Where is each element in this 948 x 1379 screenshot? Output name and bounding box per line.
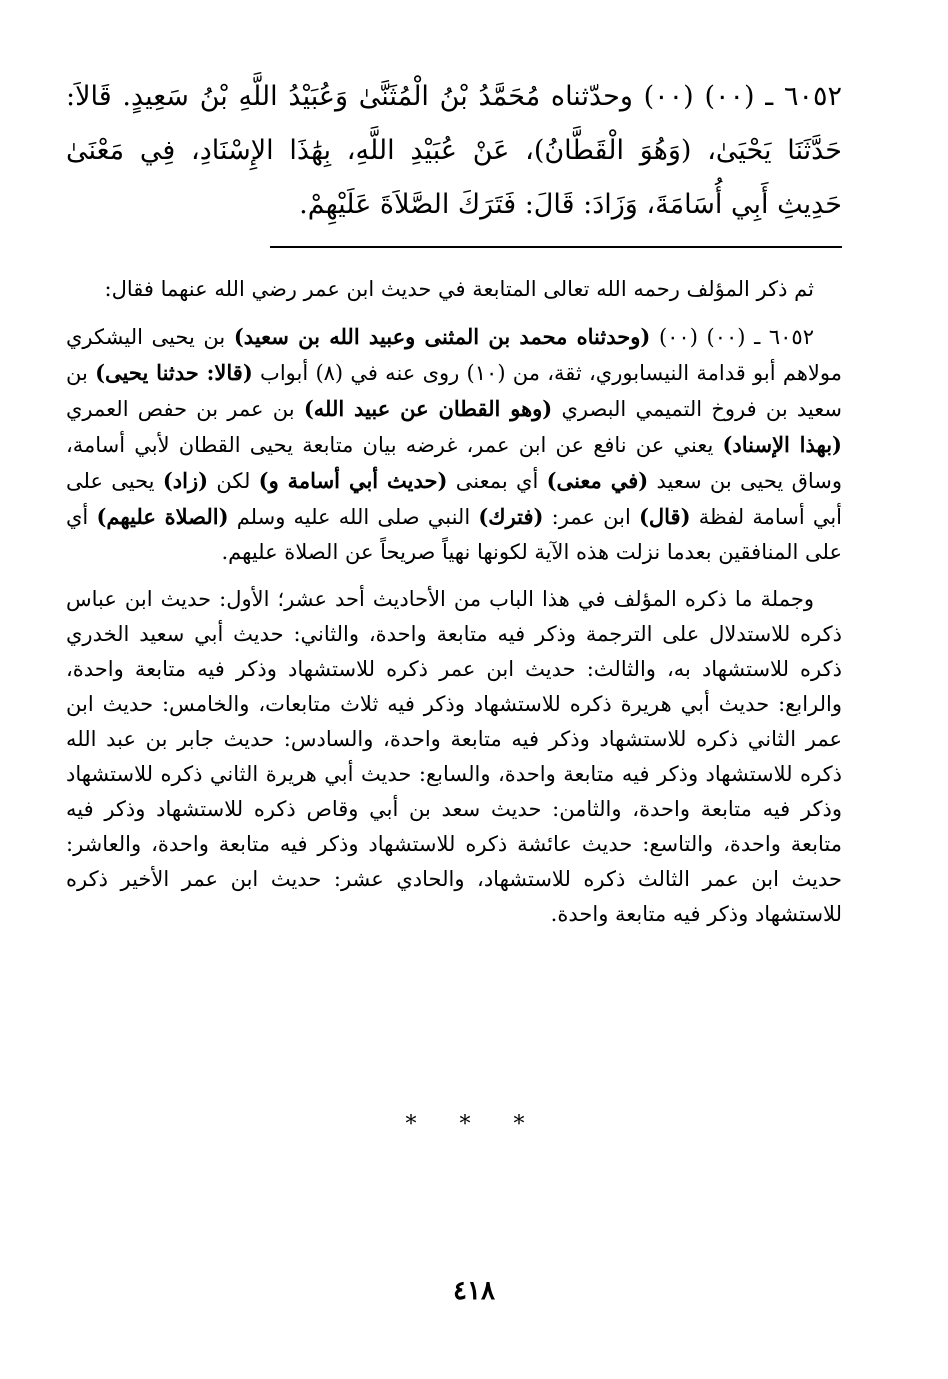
commentary-intro-paragraph: ثم ذكر المؤلف رحمه الله تعالى المتابعة في حديث ابن عمر رضي الله عنهما فقال: bbox=[104, 277, 814, 301]
commentary-chain-paragraph bbox=[66, 319, 842, 570]
commentary-text: يحيى على أبي أسامة لفظة bbox=[66, 469, 842, 529]
commentary bbox=[66, 272, 842, 944]
quoted-text: (وهو القطان عن عبيد الله) bbox=[303, 396, 553, 421]
commentary-text: لكن bbox=[216, 469, 251, 493]
quoted-text: (في معنى) bbox=[546, 468, 649, 493]
commentary-text: يعني عن نافع عن ابن عمر، غرضه بيان متابعة يحيى القطان لأبي أسامة، وساق يحيى بن سعيد bbox=[66, 433, 842, 493]
commentary-text: أي بمعنى bbox=[455, 469, 539, 493]
quoted-text: (زاد) bbox=[162, 468, 209, 493]
quoted-text: (قال) bbox=[638, 504, 691, 529]
quoted-text: (وحدثناه محمد بن المثنى وعبيد الله بن سعيد) bbox=[233, 324, 651, 349]
footnote-divider bbox=[270, 246, 842, 248]
commentary-text: النبي صلى الله عليه وسلم bbox=[236, 505, 471, 529]
quoted-text: (بهذا الإسناد) bbox=[722, 432, 842, 457]
commentary-text: بن يحيى اليشكري مولاهم أبو قدامة النيسابوري، ثقة، من (١٠) روى عنه في (٨) أبواب bbox=[66, 325, 842, 385]
quoted-text: (حديث أبي أسامة و) bbox=[258, 468, 448, 493]
hadith-number: ٦٠٥٢ ـ (٠٠) (٠٠) bbox=[658, 325, 814, 349]
commentary-text: أي على المنافقين بعدما نزلت هذه الآية لكونها نهياً صريحاً عن الصلاة عليهم. bbox=[66, 505, 842, 564]
section-separator: * * * bbox=[405, 1112, 543, 1137]
commentary-summary-paragraph: وجملة ما ذكره المؤلف في هذا الباب من الأحاديث أحد عشر؛ الأول: حديث ابن عباس ذكره للاستدلال على الترجمة وذكر فيه متابعة واحدة، والثاني: حديث أبي سعيد الخدري ذكره للاستشهاد به، والثالث: حديث ابن عمر ذكره للاستشهاد وذكر فيه متابعة واحدة، والرابع: حديث أبي هريرة ذكره للاستشهاد وذكر فيه ثلاث متابعات، والخامس: حديث ابن عمر الثاني ذكره للاستشهاد وذكر فيه متابعة واحدة، والسادس: حديث جابر بن عبد الله ذكره للاستشهاد وذكر فيه متابعة واحدة، والسابع: حديث أبي هريرة الثاني ذكره للاستشهاد وذكر فيه متابعة واحدة، والثامن: حديث سعد بن أبي وقاص ذكره للاستشهاد وذكر فيه متابعة واحدة، والتاسع: حديث عائشة ذكره للاستشهاد وذكر فيه متابعة واحدة، والعاشر: حديث ابن عمر الثالث ذكره للاستشهاد، والحادي عشر: حديث ابن عمر الأخير ذكره للاستشهاد وذكر فيه متابعة واحدة. bbox=[66, 587, 842, 926]
quoted-text: (الصلاة عليهم) bbox=[96, 504, 229, 529]
quoted-text: (قالا: حدثنا يحيى) bbox=[95, 360, 253, 385]
quoted-text: (فترك) bbox=[478, 504, 544, 529]
commentary-text: ابن عمر: bbox=[551, 505, 631, 529]
commentary-text: بن سعيد بن فروخ التميمي البصري bbox=[66, 361, 842, 421]
commentary-text: بن عمر بن حفص العمري bbox=[66, 397, 295, 421]
hadith-text: ٦٠٥٢ ـ (٠٠) (٠٠) وحدّثناه مُحَمَّدُ بْنُ الْمُثَنَّىٰ وَعُبَيْدُ اللَّهِ بْنُ سَعِيدٍ. قَالاَ: حَدَّثَنَا يَحْيَىٰ، (وَهُوَ الْقَطَّانُ)، عَنْ عُبَيْدِ اللَّهِ، بِهَٰذَا الإِسْنَادِ، فِي مَعْنَىٰ حَدِيثِ أَبِي أُسَامَةَ، وَزَادَ: قَالَ: فَتَرَكَ الصَّلاَةَ عَلَيْهِمْ. bbox=[66, 81, 842, 220]
page-number: ٤١٨ bbox=[453, 1276, 495, 1306]
